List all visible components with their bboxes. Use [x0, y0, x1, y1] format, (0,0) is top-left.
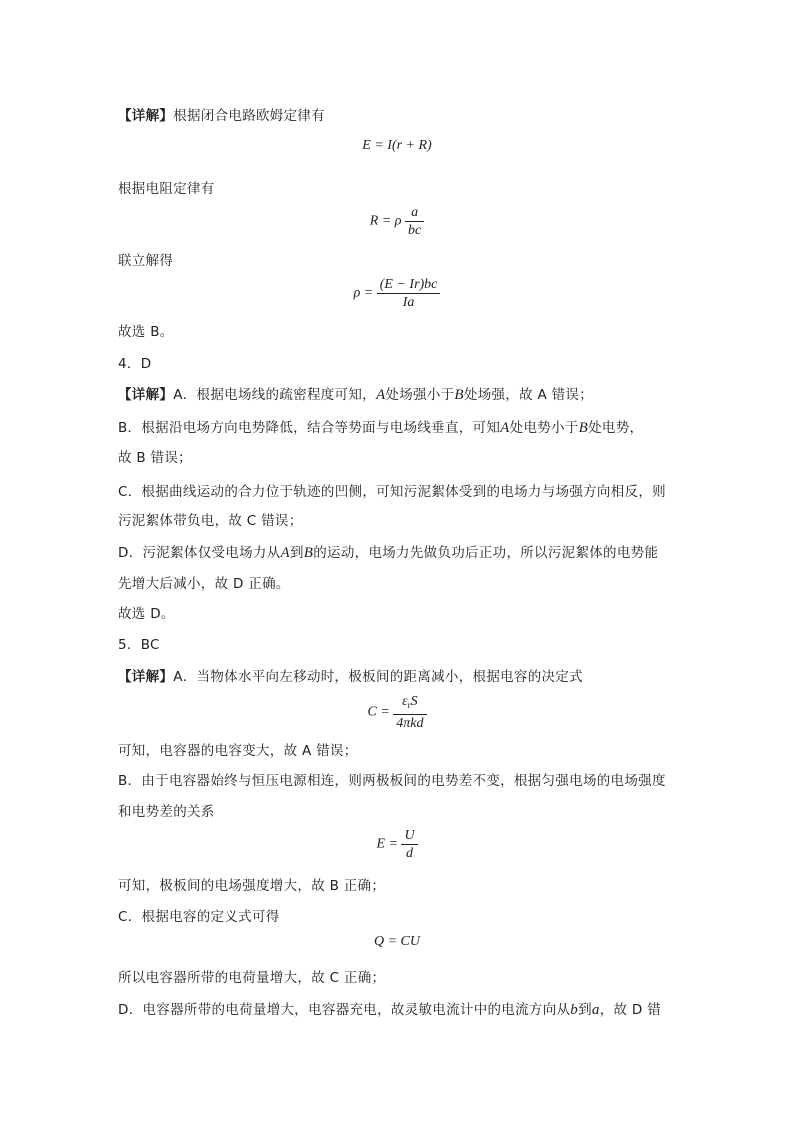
detail-tag: 【详解】	[118, 108, 174, 124]
q4-option-a	[118, 383, 593, 404]
text: 处场强，故 A 错误；	[463, 387, 594, 403]
eq-lhs: ρ =	[353, 285, 374, 301]
resistance-law-line: 根据电阻定律有	[118, 181, 215, 197]
text: A．当物体水平向左移动时，极板间的距离减小，根据电容的决定式	[173, 669, 583, 685]
var-a: A	[280, 545, 290, 561]
text: 到	[578, 1002, 592, 1018]
var-a: A	[375, 387, 386, 403]
q5-option-a-cont: 可知，电容器的电容变大，故 A 错误；	[118, 743, 358, 759]
q5-option-b: B．由于电容器始终与恒压电源相连，则两极板间的电势差不变，根据匀强电场的电场强度	[118, 773, 666, 789]
eq-lhs: C =	[367, 704, 390, 720]
var-b: B	[454, 387, 464, 403]
fraction	[393, 693, 426, 732]
q5-option-d	[118, 998, 661, 1019]
q4-option-b	[118, 416, 643, 437]
numerator: (E − Ir)bc	[377, 276, 441, 294]
question-4-answer: 4．D	[118, 356, 152, 372]
text: 处电势，	[588, 420, 644, 436]
q5-option-b-cont: 和电势差的关系	[118, 804, 215, 820]
var-b: B	[578, 420, 589, 436]
combine-line: 联立解得	[118, 253, 174, 269]
denominator: d	[406, 846, 413, 861]
area-var: S	[410, 694, 418, 709]
q5-option-c-cont: 所以电容器所带的电荷量增大，故 C 正确；	[118, 970, 386, 986]
text: B．根据沿电场方向电势降低，结合等势面与电场线垂直，可知	[118, 420, 501, 436]
fraction	[405, 204, 424, 239]
var-a: a	[591, 1002, 600, 1018]
text: D．电容器所带的电荷量增大，电容器充电，故灵敏电流计中的电流方向从	[118, 1002, 571, 1018]
epsilon: ε	[402, 694, 408, 709]
q4-option-d-cont: 先增大后减小，故 D 正确。	[118, 576, 290, 592]
var-a: A	[500, 420, 510, 436]
q5-option-a	[118, 665, 583, 685]
q4-option-b-cont: 故 B 错误；	[118, 450, 192, 466]
var-b: b	[570, 1002, 579, 1018]
q4-choice: 故选 D。	[118, 606, 175, 622]
fraction	[401, 827, 417, 862]
text: 到	[289, 545, 304, 561]
choice-line: 故选 B。	[118, 324, 174, 340]
eq-lhs: E =	[376, 836, 398, 852]
equation-field	[0, 827, 794, 862]
q4-option-c-cont: 污泥絮体带负电，故 C 错误；	[118, 513, 303, 529]
var-b: B	[303, 545, 314, 561]
denominator: 4πkd	[396, 716, 424, 731]
equation-ohm-law: E = I(r + R)	[362, 138, 432, 153]
text: 的运动，电场力先做负功后正功，所以污泥絮体的电势能	[313, 545, 659, 561]
equation-capacitance	[0, 693, 794, 732]
numerator: a	[405, 204, 424, 222]
q4-option-c: C．根据曲线运动的合力位于轨迹的凹侧，可知污泥絮体受到的电场力与场强方向相反，则	[118, 484, 666, 500]
text: 处场强小于	[385, 387, 455, 403]
text: ，故 D 错	[599, 1002, 662, 1018]
numerator	[393, 693, 426, 715]
q5-option-b-result: 可知，极板间的电场强度增大，故 B 正确；	[118, 878, 386, 894]
q5-option-c: C．根据电容的定义式可得	[118, 909, 280, 925]
fraction	[377, 276, 441, 311]
text: 根据闭合电路欧姆定律有	[173, 108, 326, 124]
detail-tag: 【详解】	[118, 669, 174, 685]
question-5-answer: 5．BC	[118, 637, 160, 653]
numerator: U	[401, 827, 417, 845]
detail-tag: 【详解】	[118, 387, 174, 403]
denominator: bc	[408, 223, 422, 238]
intro-line	[118, 104, 325, 124]
eq-lhs: R = ρ	[369, 213, 402, 229]
equation-charge: Q = CU	[373, 934, 420, 949]
text: 处电势小于	[509, 420, 579, 436]
text: D．污泥絮体仅受电场力从	[118, 545, 281, 561]
equation-resistivity	[0, 276, 794, 311]
denominator: Ia	[402, 295, 415, 310]
subscript: r	[407, 700, 411, 710]
text: A．根据电场线的疏密程度可知，	[173, 387, 376, 403]
equation-resistance	[0, 204, 794, 239]
q4-option-d	[118, 541, 658, 562]
